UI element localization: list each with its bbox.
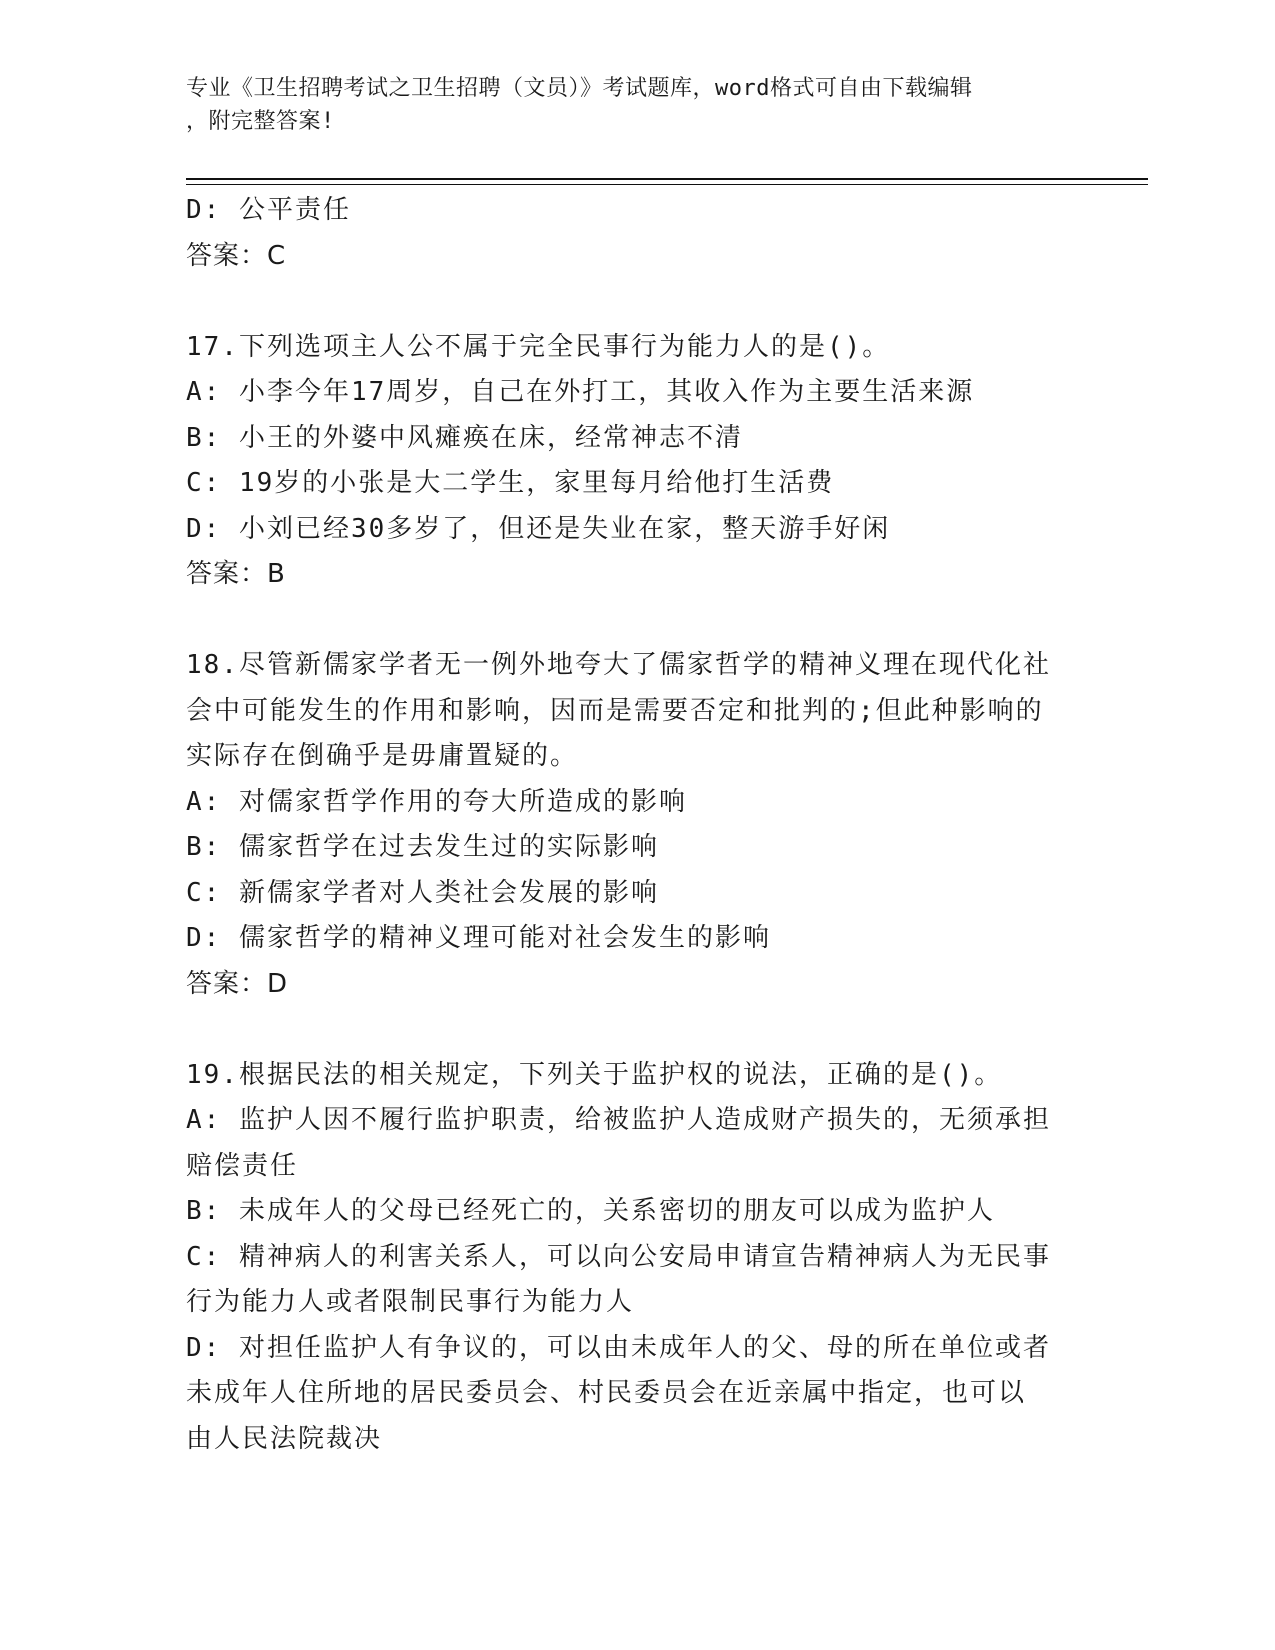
option-d: D: 小刘已经30多岁了，但还是失业在家，整天游手好闲 [186,513,891,544]
option-d-line-2: 未成年人住所地的居民委员会、村民委员会在近亲属中指定，也可以 [186,1378,1027,1408]
option-a: A: 小李今年17周岁，自己在外打工，其收入作为主要生活来源 [186,377,975,407]
answer: 答案：C [186,240,287,271]
question-17 [186,325,1086,598]
option-c-line-2: 行为能力人或者限制民事行为能力人 [186,1287,635,1317]
header-line-1: 专业《卫生招聘考试之卫生招聘（文员）》考试题库，word格式可自由下载编辑 [186,76,973,101]
spacer [186,598,1086,644]
header-line-2: ，附完整答案! [186,109,335,134]
option-d: D: 儒家哲学的精神义理可能对社会发生的影响 [186,923,771,953]
header-divider-thick [186,178,1148,180]
option-d-line-3: 由人民法院裁决 [186,1423,383,1454]
question-16-fragment [186,188,1086,279]
spacer [186,279,1086,325]
spacer [186,1007,1086,1053]
document-header [186,72,1086,138]
option-a: A: 对儒家哲学作用的夸大所造成的影响 [186,786,687,817]
question-stem-line-3: 实际存在倒确乎是毋庸置疑的。 [186,741,579,771]
question-stem: 17.下列选项主人公不属于完全民事行为能力人的是()。 [186,331,891,362]
question-18 [186,643,1086,1007]
question-stem-line-1: 18.尽管新儒家学者无一例外地夸大了儒家哲学的精神义理在现代化社 [186,650,1051,680]
option-a-line-1: A: 监护人因不履行监护职责，给被监护人造成财产损失的，无须承担 [186,1105,1051,1135]
option-b: B: 小王的外婆中风瘫痪在床，经常神志不清 [186,422,743,453]
option-b: B: 儒家哲学在过去发生过的实际影响 [186,832,659,862]
answer: 答案：D [186,968,289,999]
question-content [186,188,1086,1462]
question-stem-line-2: 会中可能发生的作用和影响，因而是需要否定和批判的;但此种影响的 [186,695,1044,726]
option-d-line-1: D: 对担任监护人有争议的，可以由未成年人的父、母的所在单位或者 [186,1332,1051,1363]
header-divider-thin [186,184,1148,185]
option-c-line-1: C: 精神病人的利害关系人，可以向公安局申请宣告精神病人为无民事 [186,1241,1051,1272]
option-d: D: 公平责任 [186,195,351,225]
question-stem: 19.根据民法的相关规定，下列关于监护权的说法，正确的是()。 [186,1059,1003,1090]
option-a-line-2: 赔偿责任 [186,1150,299,1181]
option-b: B: 未成年人的父母已经死亡的，关系密切的朋友可以成为监护人 [186,1196,995,1226]
option-c: C: 新儒家学者对人类社会发展的影响 [186,877,659,908]
answer: 答案：B [186,559,286,589]
question-19 [186,1053,1086,1463]
option-c: C: 19岁的小张是大二学生，家里每月给他打生活费 [186,468,835,498]
